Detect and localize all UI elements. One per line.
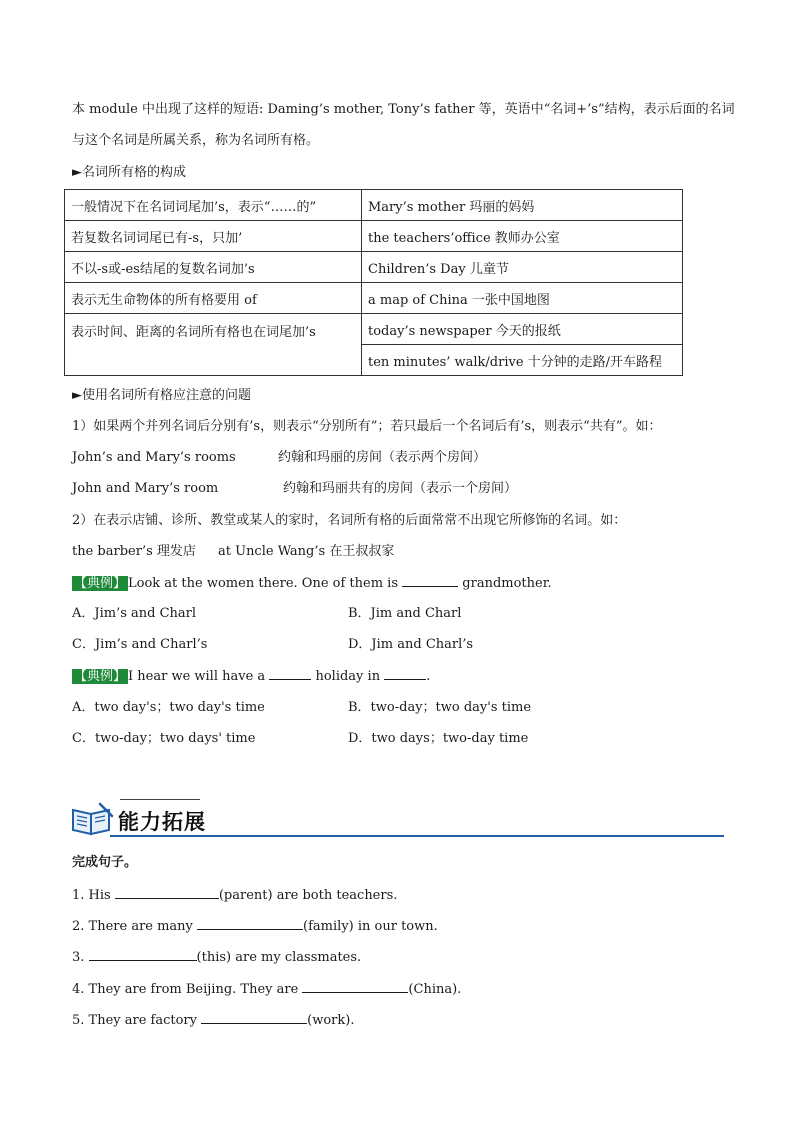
rule-cell: 不以-s或-es结尾的复数名词加’s [65, 252, 362, 283]
rule-cell: 一般情况下在名词词尾加’s，表示“……的” [65, 190, 362, 221]
example-2-zh: 约翰和玛丽共有的房间（表示一个房间） [283, 481, 518, 496]
sentence-text: 2. There are many [72, 919, 193, 934]
option-d[interactable]: D．two days；two-day time [348, 731, 529, 746]
question-2-stem: I hear we will have a [128, 669, 266, 684]
rule-cell: 若复数名词词尾已有-s，只加’ [65, 221, 362, 252]
example-tag: 【典例】 [74, 576, 127, 591]
question-1-stem: Look at the women there. One of them is [128, 576, 398, 591]
example-cell: Children’s Day 儿童节 [362, 252, 683, 283]
question-2 [72, 667, 430, 686]
option-c[interactable]: C．Jim’s and Charl’s [72, 637, 208, 652]
question-2-stem-end: . [426, 669, 431, 684]
sentence-hint: (this) are my classmates. [196, 950, 362, 965]
note-2: 2）在表示店铺、诊所、教堂或某人的家时，名词所有格的后面常常不出现它所修饰的名词。如： [72, 513, 627, 528]
example-cell: today’s newspaper 今天的报纸 [362, 314, 683, 345]
sentence-text: 5. They are factory [72, 1013, 197, 1028]
sentence-hint: (work). [307, 1013, 355, 1028]
example-2-en: John and Mary’s room [72, 481, 219, 496]
sentence-hint: (China). [408, 982, 462, 997]
sentence-1 [72, 886, 397, 905]
section-rule [110, 835, 724, 837]
question-2-stem-mid: holiday in [315, 669, 381, 684]
example-1-zh: 约翰和玛丽的房间（表示两个房间） [278, 450, 487, 465]
option-b[interactable]: B．two-day；two day's time [348, 700, 532, 715]
answer-blank[interactable] [197, 917, 303, 930]
option-b[interactable]: B．Jim and Charl [348, 606, 462, 621]
rule-cell: 表示无生命物体的所有格要用 of [65, 283, 362, 314]
section-header [70, 796, 724, 838]
option-a[interactable]: A．Jim’s and Charl [72, 606, 197, 621]
sentence-hint: (family) in our town. [303, 919, 438, 934]
table-row [65, 314, 683, 345]
option-c[interactable]: C．two-day；two days' time [72, 731, 256, 746]
sentence-3 [72, 948, 361, 967]
heading-possessive-formation: ►名词所有格的构成 [72, 165, 186, 180]
rule-cell: 表示时间、距离的名词所有格也在词尾加’s [65, 314, 362, 376]
table-row [65, 221, 683, 252]
answer-blank[interactable] [384, 667, 426, 680]
question-1-stem-end: grandmother. [462, 576, 552, 591]
example-cell: a map of China 一张中国地图 [362, 283, 683, 314]
intro-line-2: 与这个名词是所属关系，称为名词所有格。 [72, 133, 320, 148]
sentence-4 [72, 980, 461, 999]
answer-blank[interactable] [402, 574, 458, 587]
example-cell: the teachers’office 教师办公室 [362, 221, 683, 252]
note-1: 1）如果两个并列名词后分别有’s，则表示“分别所有”；若只最后一个名词后有’s，则表示“共有”。如： [72, 419, 662, 434]
example-1-en: John’s and Mary’s rooms [72, 450, 236, 465]
answer-blank[interactable] [269, 667, 311, 680]
option-d[interactable]: D．Jim and Charl’s [348, 637, 474, 652]
section-short-rule [120, 799, 200, 800]
sentence-text: 1. His [72, 888, 111, 903]
example-tag: 【典例】 [74, 669, 127, 684]
sentence-text: 3. [72, 950, 85, 965]
answer-blank[interactable] [201, 1011, 307, 1024]
option-a[interactable]: A．two day's；two day's time [72, 700, 265, 715]
task-instruction: 完成句子。 [72, 855, 138, 870]
answer-blank[interactable] [115, 886, 219, 899]
sentence-2 [72, 917, 438, 936]
section-title: 能力拓展 [118, 810, 206, 834]
example-cell: Mary’s mother 玛丽的妈妈 [362, 190, 683, 221]
possessive-rules-table [64, 189, 683, 376]
table-row [65, 283, 683, 314]
answer-blank[interactable] [89, 948, 197, 961]
table-row [65, 252, 683, 283]
sentence-5 [72, 1011, 354, 1030]
answer-blank[interactable] [302, 980, 408, 993]
book-icon [70, 802, 114, 836]
intro-line-1: 本 module 中出现了这样的短语: Daming’s mother, Tony’s father 等，英语中“名词+’s”结构，表示后面的名词 [72, 102, 735, 117]
sentence-hint: (parent) are both teachers. [218, 888, 398, 903]
sentence-text: 4. They are from Beijing. They are [72, 982, 299, 997]
table-row [65, 190, 683, 221]
example-3a: the barber’s 理发店 [72, 544, 196, 559]
question-1 [72, 574, 552, 593]
example-cell: ten minutes’ walk/drive 十分钟的走路/开车路程 [362, 345, 683, 376]
example-3b: at Uncle Wang’s 在王叔叔家 [218, 544, 395, 559]
heading-usage-notes: ►使用名词所有格应注意的问题 [72, 388, 251, 403]
